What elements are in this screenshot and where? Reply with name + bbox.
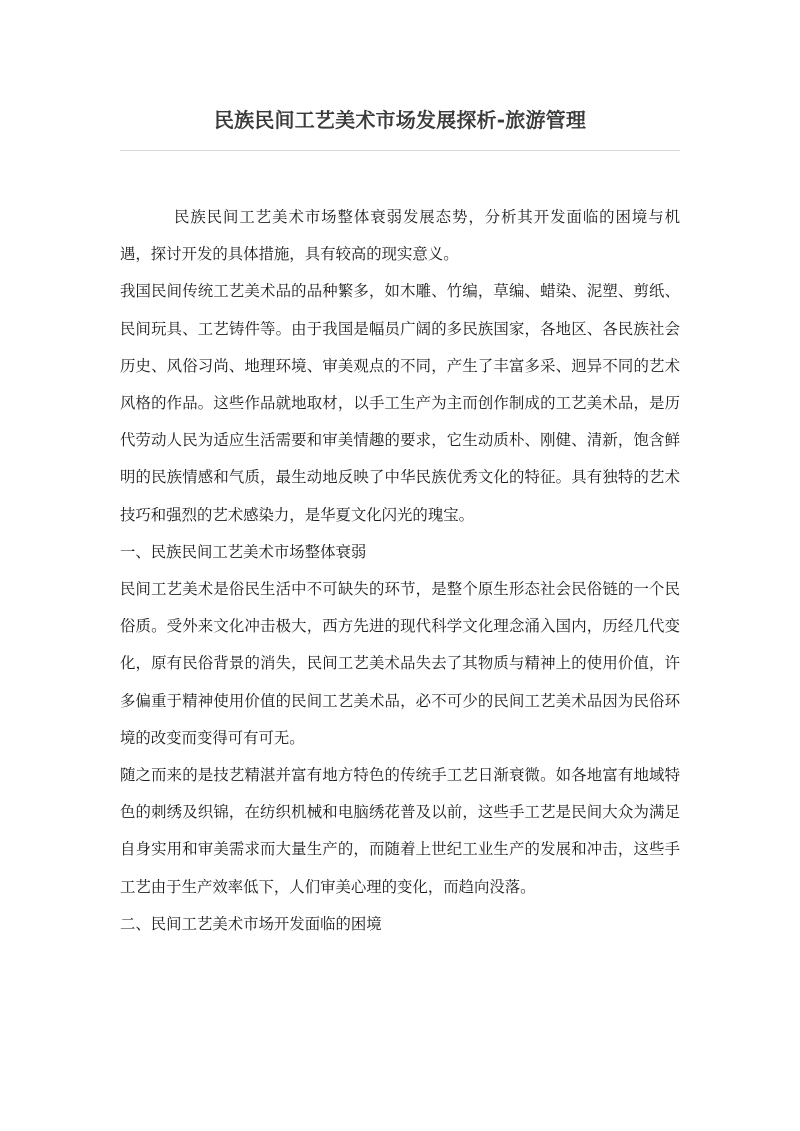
document-title: 民族民间工艺美术市场发展探析-旅游管理 — [213, 108, 587, 132]
paragraph-varieties: 我国民间传统工艺美术品的品种繁多，如木雕、竹编，草编、蜡染、泥塑、剪纸、民间玩具、工艺铸件等。由于我国是幅员广阔的多民族国家，各地区、各民族社会历史、风俗习尚、地理环境、审美观点的不同，产生了丰富多采、迥异不同的艺术风格的作品。这些作品就地取材，以手工生产为主而创作制成的工艺美术品，是历代劳动人民为适应生活需要和审美情趣的要求，它生动质朴、刚健、清新，饱含鲜明的民族情感和气质，最生动地反映了中华民族优秀文化的特征。具有独特的艺术技巧和强烈的艺术感染力，是华夏文化闪光的瑰宝。 — [120, 282, 680, 524]
section-heading-1: 一、民族民间工艺美术市场整体衰弱 — [120, 542, 367, 561]
title-divider — [120, 150, 680, 151]
paragraph-folk-culture: 民间工艺美术是俗民生活中不可缺失的环节，是整个原生形态社会民俗链的一个民俗质。受外来文化冲击极大，西方先进的现代科学文化理念涌入国内，历经几代变化，原有民俗背景的消失，民间工艺美术品失去了其物质与精神上的使用价值，许多偏重于精神使用价值的民间工艺美术品，必不可少的民间工艺美术品因为民俗环境的改变而变得可有可无。 — [120, 580, 680, 747]
document-body — [120, 199, 680, 943]
section-heading-2: 二、民间工艺美术市场开发面临的困境 — [120, 914, 382, 933]
paragraph-decline: 随之而来的是技艺精湛并富有地方特色的传统手工艺日渐衰微。如各地富有地域特色的刺绣及织锦，在纺织机械和电脑绣花普及以前，这些手工艺是民间大众为满足自身实用和审美需求而大量生产的，而随着上世纪工业生产的发展和冲击，这些手工艺由于生产效率低下，人们审美心理的变化，而趋向没落。 — [120, 766, 680, 896]
paragraph-intro: 民族民间工艺美术市场整体衰弱发展态势，分析其开发面临的困境与机遇，探讨开发的具体措施，具有较高的现实意义。 — [120, 208, 680, 264]
